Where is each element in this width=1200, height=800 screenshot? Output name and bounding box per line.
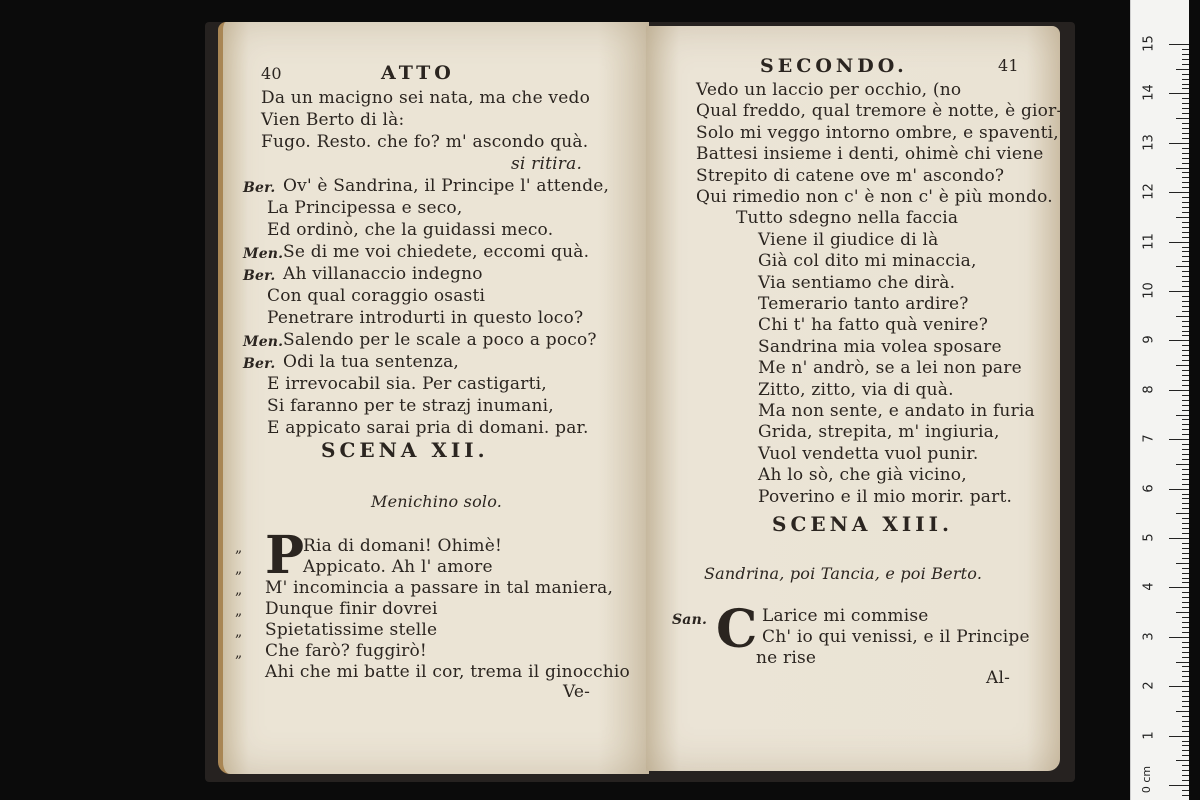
ruler-tick xyxy=(1182,281,1189,282)
ruler-tick xyxy=(1182,671,1189,672)
quote-mark: „ xyxy=(235,645,243,661)
ruler-tick xyxy=(1182,79,1189,80)
ruler-tick xyxy=(1182,454,1189,455)
ruler-tick xyxy=(1182,434,1189,435)
ruler-tick xyxy=(1182,237,1189,238)
ruler-tick xyxy=(1182,375,1189,376)
scene-subtitle: Menichino solo. xyxy=(371,492,503,511)
ruler-tick xyxy=(1182,177,1189,178)
ruler-tick xyxy=(1182,617,1189,618)
ruler-tick xyxy=(1182,128,1189,129)
ruler-tick xyxy=(1182,321,1189,322)
ruler-number: 6 xyxy=(1141,483,1157,493)
text-line: Temerario tanto ardire? xyxy=(758,294,969,314)
ruler-tick xyxy=(1182,172,1189,173)
ruler-number: 15 xyxy=(1141,35,1157,52)
ruler-tick xyxy=(1182,632,1189,633)
ruler-tick xyxy=(1182,380,1189,381)
ruler-tick xyxy=(1182,503,1189,504)
ruler-tick xyxy=(1182,123,1189,124)
text-line: Vedo un laccio per occhio, (no xyxy=(696,80,962,100)
drop-cap: P xyxy=(265,525,305,586)
ruler-tick xyxy=(1169,143,1189,144)
ruler-tick xyxy=(1176,563,1189,564)
ruler-tick xyxy=(1182,459,1189,460)
ruler-tick xyxy=(1182,256,1189,257)
ruler-tick xyxy=(1182,716,1189,717)
text-line: Ed ordinò, che la guidassi meco. xyxy=(267,220,554,240)
ruler-tick xyxy=(1182,444,1189,445)
ruler-number: 14 xyxy=(1141,84,1157,102)
text-line: La Principessa e seco, xyxy=(267,198,463,218)
ruler-tick xyxy=(1182,271,1189,272)
ruler-tick xyxy=(1182,276,1189,277)
ruler-tick xyxy=(1176,513,1189,514)
ruler-number: 11 xyxy=(1141,232,1157,250)
ruler-tick xyxy=(1169,489,1189,490)
ruler-tick xyxy=(1176,316,1189,317)
ruler-tick xyxy=(1182,523,1189,524)
ruler-tick xyxy=(1169,390,1189,391)
running-header: ATTO xyxy=(381,62,455,84)
text-line: Chi t' ha fatto quà venire? xyxy=(758,315,989,336)
ruler-tick xyxy=(1182,227,1189,228)
catchword: Ve- xyxy=(563,682,591,702)
ruler-tick xyxy=(1182,528,1189,529)
ruler-tick xyxy=(1182,706,1189,707)
verse-line: Appicato. Ah l' amore xyxy=(303,557,493,577)
ruler-tick xyxy=(1182,449,1189,450)
text-line: Già col dito mi minaccia, xyxy=(758,251,977,272)
ruler-tick xyxy=(1182,726,1189,727)
ruler-number: 8 xyxy=(1141,385,1157,394)
ruler-tick xyxy=(1182,74,1189,75)
ruler-tick xyxy=(1176,711,1189,712)
scene-title: SCENA XII. xyxy=(321,438,489,462)
ruler-tick xyxy=(1182,681,1189,682)
ruler-number: 9 xyxy=(1141,335,1157,345)
text-line: Qual freddo, qual tremore è notte, è gior- xyxy=(696,101,1063,122)
ruler-tick xyxy=(1176,365,1189,366)
ruler-tick xyxy=(1182,731,1189,732)
speaker-label: San. xyxy=(672,612,708,628)
ruler-tick xyxy=(1182,182,1189,183)
ruler-tick xyxy=(1176,662,1189,663)
verse-line: Dunque finir dovrei xyxy=(265,599,438,619)
ruler-tick xyxy=(1182,148,1189,149)
ruler-tick xyxy=(1182,158,1189,159)
ruler-tick xyxy=(1182,261,1189,262)
ruler-number: 13 xyxy=(1141,134,1157,151)
drop-cap: C xyxy=(716,599,758,660)
ruler-tick xyxy=(1182,113,1189,114)
quote-mark: „ xyxy=(235,561,243,577)
ruler-tick xyxy=(1169,736,1189,737)
ruler-tick xyxy=(1182,331,1189,332)
speaker-label: Men. xyxy=(243,246,284,262)
ruler-tick xyxy=(1182,54,1189,55)
ruler-tick xyxy=(1182,247,1189,248)
verse-line: Ria di domani! Ohimè! xyxy=(303,536,503,556)
ruler-tick xyxy=(1182,573,1189,574)
ruler-tick xyxy=(1169,538,1189,539)
ruler-tick xyxy=(1169,44,1189,45)
ruler-unit-label: 0 cm xyxy=(1140,765,1154,794)
ruler-tick xyxy=(1182,400,1189,401)
ruler-tick xyxy=(1182,133,1189,134)
text-line: si ritira. xyxy=(511,154,583,174)
ruler-tick xyxy=(1182,222,1189,223)
ruler-tick xyxy=(1182,721,1189,722)
ruler-number: 1 xyxy=(1141,730,1157,740)
ruler-tick xyxy=(1182,676,1189,677)
verse-line: Ahi che mi batte il cor, trema il ginocchio xyxy=(265,662,630,682)
ruler-tick xyxy=(1176,464,1189,465)
ruler-tick xyxy=(1182,306,1189,307)
text-line: Fugo. Resto. che fo? m' ascondo quà. xyxy=(261,132,589,152)
ruler-tick xyxy=(1169,242,1189,243)
catchword: Al- xyxy=(986,668,1011,688)
text-line: Sandrina mia volea sposare xyxy=(758,336,1002,357)
ruler-tick xyxy=(1182,484,1189,485)
text-line: Ah lo sò, che già vicino, xyxy=(758,465,967,486)
ruler-tick xyxy=(1182,345,1189,346)
speaker-label: Ber. xyxy=(243,268,276,284)
ruler-tick xyxy=(1182,578,1189,579)
text-line: E irrevocabil sia. Per castigarti, xyxy=(267,374,547,394)
ruler-tick xyxy=(1169,439,1189,440)
ruler-tick xyxy=(1182,212,1189,213)
ruler-tick xyxy=(1182,251,1189,252)
text-line: Da un macigno sei nata, ma che vedo xyxy=(261,88,591,108)
ruler-tick xyxy=(1182,543,1189,544)
ruler-tick xyxy=(1182,602,1189,603)
running-header: SECONDO. xyxy=(760,55,908,77)
ruler-tick xyxy=(1182,153,1189,154)
ruler-tick xyxy=(1182,691,1189,692)
text-line: Con qual coraggio osasti xyxy=(267,286,486,306)
ruler-tick xyxy=(1182,424,1189,425)
ruler-tick xyxy=(1182,296,1189,297)
ruler-tick xyxy=(1182,765,1189,766)
ruler-tick xyxy=(1182,355,1189,356)
ruler-tick xyxy=(1182,202,1189,203)
ruler-tick xyxy=(1182,790,1189,791)
text-line: Vuol vendetta vuol punir. xyxy=(758,443,979,464)
ruler-tick xyxy=(1176,69,1189,70)
text-line: E appicato sarai pria di domani. par. xyxy=(267,418,589,438)
quote-mark: „ xyxy=(235,582,243,598)
ruler-tick xyxy=(1169,291,1189,292)
ruler-tick xyxy=(1182,627,1189,628)
ruler-number: 7 xyxy=(1141,434,1157,443)
ruler-tick xyxy=(1182,335,1189,336)
speaker-label: Ber. xyxy=(243,180,276,196)
ruler-tick xyxy=(1182,232,1189,233)
ruler-tick xyxy=(1182,84,1189,85)
ruler-tick xyxy=(1182,197,1189,198)
ruler-tick xyxy=(1182,508,1189,509)
ruler-tick xyxy=(1176,118,1189,119)
ruler-tick xyxy=(1182,419,1189,420)
ruler-tick xyxy=(1182,597,1189,598)
ruler-tick xyxy=(1182,138,1189,139)
ruler-tick xyxy=(1169,93,1189,94)
ruler-tick xyxy=(1182,770,1189,771)
ruler-number: 10 xyxy=(1141,282,1157,299)
verse-line: M' incomincia a passare in tal maniera, xyxy=(265,578,614,598)
text-line: Solo mi veggo intorno ombre, e spaventi, xyxy=(696,122,1059,143)
text-line: Grida, strepita, m' ingiuria, xyxy=(758,422,1000,443)
text-line: Salendo per le scale a poco a poco? xyxy=(283,330,597,350)
ruler-tick xyxy=(1182,311,1189,312)
text-line: Ov' è Sandrina, il Principe l' attende, xyxy=(283,176,610,196)
ruler-tick xyxy=(1169,686,1189,687)
ruler-tick xyxy=(1182,163,1189,164)
ruler-tick xyxy=(1182,558,1189,559)
ruler-tick xyxy=(1182,642,1189,643)
ruler-tick xyxy=(1182,429,1189,430)
ruler-tick xyxy=(1182,518,1189,519)
ruler-tick xyxy=(1169,340,1189,341)
quote-mark: „ xyxy=(235,540,243,556)
verse-line: Spietatissime stelle xyxy=(265,620,438,640)
ruler-tick xyxy=(1182,652,1189,653)
ruler-tick xyxy=(1182,370,1189,371)
ruler-tick xyxy=(1182,666,1189,667)
page-number: 41 xyxy=(998,56,1019,75)
ruler-tick xyxy=(1176,415,1189,416)
ruler-tick xyxy=(1182,622,1189,623)
ruler-tick xyxy=(1169,192,1189,193)
text-line: Zitto, zitto, via di quà. xyxy=(758,379,954,400)
page-number: 40 xyxy=(261,64,282,83)
ruler-tick xyxy=(1169,637,1189,638)
text-line: Strepito di catene ove m' ascondo? xyxy=(696,165,1005,186)
right-page xyxy=(646,26,1063,771)
ruler-number: 12 xyxy=(1141,183,1157,200)
verse-line: Che farò? fuggirò! xyxy=(265,641,427,661)
ruler-tick xyxy=(1176,217,1189,218)
ruler-tick xyxy=(1182,745,1189,746)
text-line: Viene il giudice di là xyxy=(758,229,939,250)
ruler-tick xyxy=(1182,64,1189,65)
ruler-tick xyxy=(1182,395,1189,396)
verse-line: Larice mi commise xyxy=(762,606,929,626)
ruler-tick xyxy=(1182,385,1189,386)
text-line: Battesi insieme i denti, ohimè chi viene xyxy=(696,144,1044,165)
text-line: Odi la tua sentenza, xyxy=(283,352,460,372)
ruler-tick xyxy=(1182,607,1189,608)
scene-subtitle: Sandrina, poi Tancia, e poi Berto. xyxy=(704,564,983,583)
ruler-tick xyxy=(1182,750,1189,751)
ruler-tick xyxy=(1182,701,1189,702)
ruler-tick xyxy=(1182,108,1189,109)
ruler-tick xyxy=(1182,98,1189,99)
ruler-tick xyxy=(1182,103,1189,104)
ruler-tick xyxy=(1169,587,1189,588)
ruler-tick xyxy=(1182,187,1189,188)
ruler-tick xyxy=(1182,469,1189,470)
ruler-tick xyxy=(1182,59,1189,60)
ruler-tick xyxy=(1176,612,1189,613)
ruler-tick xyxy=(1182,410,1189,411)
text-line: Me n' andrò, se a lei non pare xyxy=(758,358,1022,379)
ruler-tick xyxy=(1182,647,1189,648)
quote-mark: „ xyxy=(235,624,243,640)
ruler-tick xyxy=(1182,88,1189,89)
scene-title: SCENA XIII. xyxy=(772,512,953,536)
ruler-number: 4 xyxy=(1141,582,1157,592)
ruler-tick xyxy=(1182,405,1189,406)
text-line: Tutto sdegno nella faccia xyxy=(736,208,959,229)
verse-line: ne rise xyxy=(756,648,817,668)
ruler-tick xyxy=(1182,207,1189,208)
ruler-tick xyxy=(1182,479,1189,480)
ruler-tick xyxy=(1176,760,1189,761)
measuring-ruler xyxy=(1130,0,1189,800)
ruler-tick xyxy=(1182,548,1189,549)
quote-mark: „ xyxy=(235,603,243,619)
ruler-tick xyxy=(1182,326,1189,327)
text-line: Qui rimedio non c' è non c' è più mondo. xyxy=(696,187,1053,207)
text-line: Si faranno per te strazj inumani, xyxy=(267,396,554,416)
ruler-tick xyxy=(1182,286,1189,287)
ruler-tick xyxy=(1182,474,1189,475)
left-page xyxy=(218,22,649,774)
text-line: Se di me voi chiedete, eccomi quà. xyxy=(283,242,590,262)
ruler-tick xyxy=(1182,533,1189,534)
ruler-number: 2 xyxy=(1141,681,1157,690)
ruler-tick xyxy=(1182,49,1189,50)
ruler-tick xyxy=(1182,775,1189,776)
text-line: Ah villanaccio indegno xyxy=(283,264,483,284)
ruler-tick xyxy=(1182,657,1189,658)
ruler-tick xyxy=(1176,168,1189,169)
ruler-number: 5 xyxy=(1141,533,1157,542)
text-line: Vien Berto di là: xyxy=(261,110,405,130)
ruler-number: 3 xyxy=(1141,632,1157,641)
verse-line: Ch' io qui venissi, e il Principe xyxy=(762,627,1030,647)
ruler-tick xyxy=(1182,494,1189,495)
ruler-tick xyxy=(1182,553,1189,554)
speaker-label: Men. xyxy=(243,334,284,350)
text-line: Ma non sente, e andato in furia xyxy=(758,401,1035,421)
ruler-tick xyxy=(1182,780,1189,781)
ruler-tick xyxy=(1182,696,1189,697)
ruler-tick xyxy=(1169,785,1189,786)
speaker-label: Ber. xyxy=(243,356,276,372)
ruler-tick xyxy=(1182,582,1189,583)
ruler-tick xyxy=(1182,741,1189,742)
ruler-tick xyxy=(1182,498,1189,499)
text-line: Poverino e il mio morir. part. xyxy=(758,486,1013,507)
ruler-tick xyxy=(1182,592,1189,593)
ruler-tick xyxy=(1182,350,1189,351)
ruler-tick xyxy=(1182,795,1189,796)
ruler-tick xyxy=(1182,360,1189,361)
ruler-tick xyxy=(1182,755,1189,756)
text-line: Via sentiamo che dirà. xyxy=(758,272,956,293)
text-line: Penetrare introdurti in questo loco? xyxy=(267,308,584,328)
ruler-tick xyxy=(1182,568,1189,569)
ruler-tick xyxy=(1182,301,1189,302)
ruler-tick xyxy=(1176,266,1189,267)
